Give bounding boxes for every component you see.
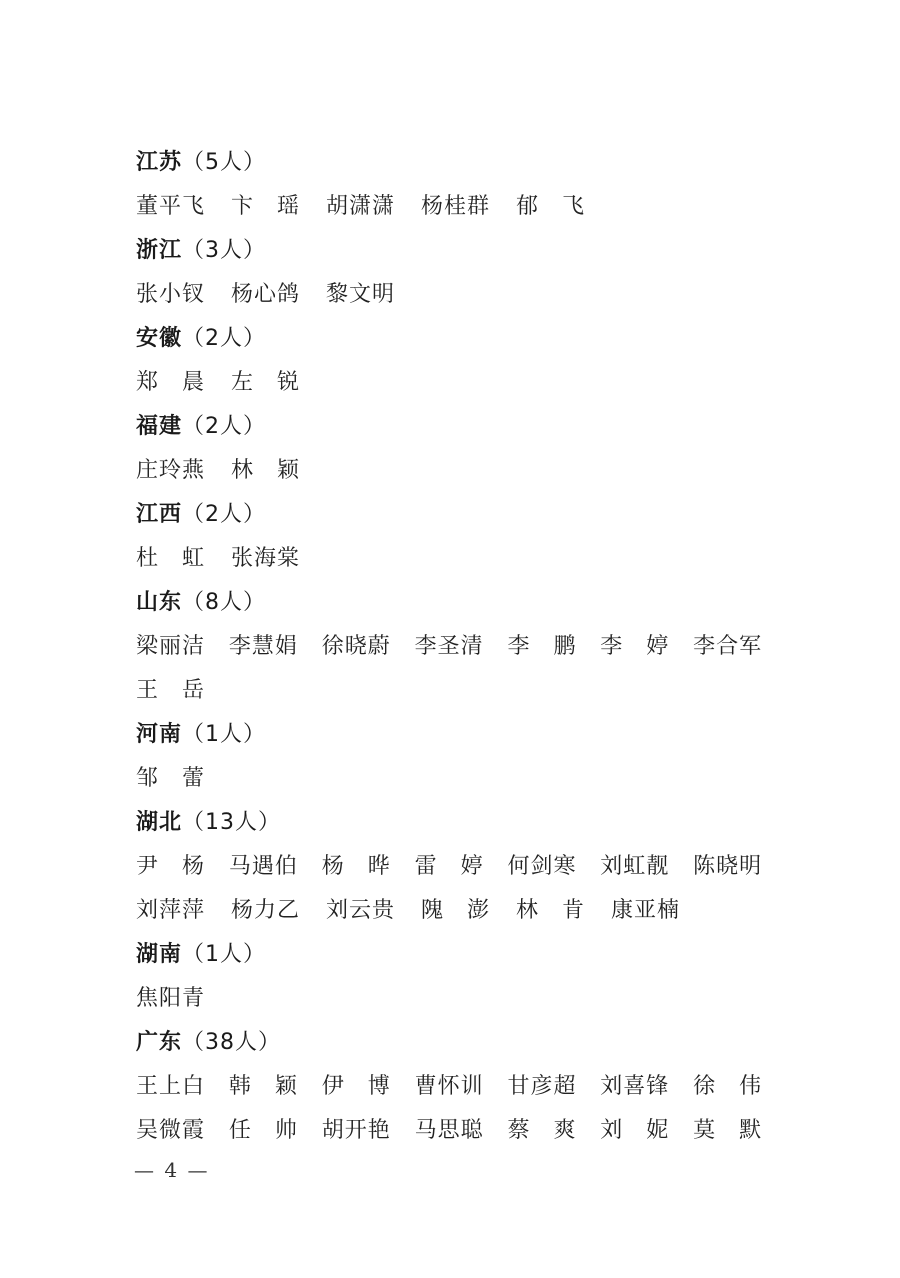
name-row <box>136 361 786 405</box>
person-name: 黎文明 <box>326 282 396 307</box>
province-name: 河南 <box>136 722 183 747</box>
name-row <box>136 449 786 493</box>
province-name: 湖北 <box>136 810 183 835</box>
person-name: 刘 妮 <box>600 1118 670 1143</box>
person-name: 马思聪 <box>414 1118 484 1143</box>
name-row <box>136 845 786 889</box>
person-name: 王上白 <box>136 1074 206 1099</box>
person-name: 康亚楠 <box>611 898 681 923</box>
person-count: （13人） <box>182 810 282 835</box>
person-name: 杨 晔 <box>321 854 391 879</box>
section-heading <box>136 229 786 273</box>
person-name: 邹 蕾 <box>136 766 206 791</box>
province-name: 浙江 <box>136 238 183 263</box>
name-row <box>136 889 786 933</box>
person-name: 庄玲燕 <box>136 458 206 483</box>
province-name: 安徽 <box>136 326 183 351</box>
section-heading <box>136 581 786 625</box>
person-name: 胡潇潇 <box>326 194 396 219</box>
name-row <box>136 537 786 581</box>
person-name: 刘萍萍 <box>136 898 206 923</box>
person-name: 伊 博 <box>321 1074 391 1099</box>
person-count: （2人） <box>182 414 267 439</box>
person-name: 李 鹏 <box>507 634 577 659</box>
person-name: 徐晓蔚 <box>321 634 391 659</box>
name-row <box>136 1065 786 1109</box>
person-name: 刘喜锋 <box>600 1074 670 1099</box>
page-number: — 4 — <box>134 1158 210 1182</box>
province-name: 江苏 <box>136 150 183 175</box>
person-name: 焦阳青 <box>136 986 206 1011</box>
person-name: 胡开艳 <box>321 1118 391 1143</box>
person-name: 任 帅 <box>228 1118 298 1143</box>
name-list <box>136 141 786 1153</box>
person-name: 董平飞 <box>136 194 206 219</box>
person-name: 刘云贵 <box>326 898 396 923</box>
person-name: 陈晓明 <box>693 854 763 879</box>
person-name: 莫 默 <box>693 1118 763 1143</box>
name-row <box>136 977 786 1021</box>
person-name: 杜 虹 <box>136 546 206 571</box>
person-name: 杨桂群 <box>421 194 491 219</box>
person-name: 杨心鸽 <box>231 282 301 307</box>
person-name: 郑 晨 <box>136 370 206 395</box>
person-count: （5人） <box>182 150 267 175</box>
province-name: 广东 <box>136 1030 183 1055</box>
section-heading <box>136 317 786 361</box>
section-heading <box>136 933 786 977</box>
person-count: （2人） <box>182 502 267 527</box>
person-count: （1人） <box>182 942 267 967</box>
name-row <box>136 625 786 669</box>
person-name: 何剑寒 <box>507 854 577 879</box>
person-name: 梁丽洁 <box>136 634 206 659</box>
person-name: 李圣清 <box>414 634 484 659</box>
person-name: 徐 伟 <box>693 1074 763 1099</box>
person-count: （2人） <box>182 326 267 351</box>
person-name: 郁 飞 <box>516 194 586 219</box>
person-name: 张小钗 <box>136 282 206 307</box>
section-heading <box>136 1021 786 1065</box>
name-row <box>136 273 786 317</box>
person-name: 刘虹靓 <box>600 854 670 879</box>
person-count: （3人） <box>182 238 267 263</box>
person-name: 雷 婷 <box>414 854 484 879</box>
person-name: 韩 颖 <box>228 1074 298 1099</box>
person-name: 尹 杨 <box>136 854 206 879</box>
section-heading <box>136 141 786 185</box>
section-heading <box>136 405 786 449</box>
person-name: 杨力乙 <box>231 898 301 923</box>
person-name: 王 岳 <box>136 678 206 703</box>
person-name: 林 颖 <box>231 458 301 483</box>
name-row <box>136 1109 786 1153</box>
person-name: 蔡 爽 <box>507 1118 577 1143</box>
section-heading <box>136 493 786 537</box>
person-name: 曹怀训 <box>414 1074 484 1099</box>
person-name: 甘彦超 <box>507 1074 577 1099</box>
person-name: 李慧娟 <box>228 634 298 659</box>
name-row <box>136 185 786 229</box>
person-name: 林 肯 <box>516 898 586 923</box>
name-row <box>136 669 786 713</box>
person-name: 张海棠 <box>231 546 301 571</box>
person-count: （1人） <box>182 722 267 747</box>
province-name: 山东 <box>136 590 183 615</box>
person-name: 李合军 <box>693 634 763 659</box>
person-name: 卞 瑶 <box>231 194 301 219</box>
person-name: 左 锐 <box>231 370 301 395</box>
person-count: （8人） <box>182 590 267 615</box>
name-row <box>136 757 786 801</box>
person-name: 李 婷 <box>600 634 670 659</box>
province-name: 福建 <box>136 414 183 439</box>
person-name: 吴微霞 <box>136 1118 206 1143</box>
person-name: 马遇伯 <box>228 854 298 879</box>
section-heading <box>136 713 786 757</box>
person-count: （38人） <box>182 1030 282 1055</box>
province-name: 江西 <box>136 502 183 527</box>
province-name: 湖南 <box>136 942 183 967</box>
person-name: 隗 澎 <box>421 898 491 923</box>
section-heading <box>136 801 786 845</box>
